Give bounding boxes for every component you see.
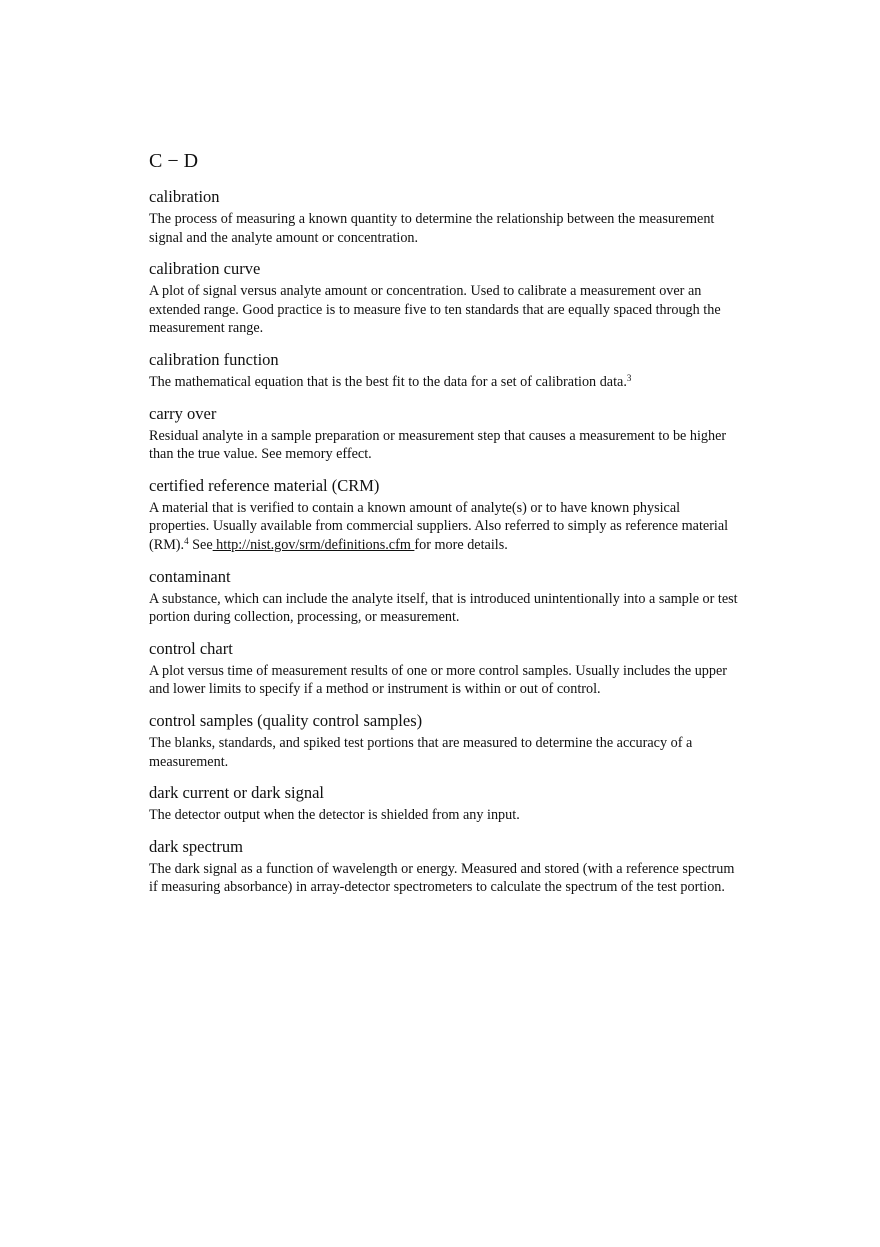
definition-text: The process of measuring a known quantity to determine the relationship between the measurement signal and the analyte amount or concentration. — [149, 211, 715, 246]
glossary-entry-dark-current — [149, 782, 739, 825]
footnote-ref: 3 — [626, 372, 632, 383]
definition-text: The dark signal as a function of wavelength or energy. Measured and stored (with a reference spectrum if measuring absorbance) in array-detector spectrometers to calculate the spectrum of the test portion. — [149, 860, 735, 896]
glossary-page — [149, 148, 739, 908]
term: certified reference material (CRM) — [149, 475, 380, 495]
term: carry over — [149, 403, 217, 423]
definition — [149, 662, 739, 699]
glossary-entry-calibration — [149, 186, 739, 247]
glossary-entry-calibration-curve — [149, 258, 739, 338]
nist-srm-definitions-link[interactable]: http://nist.gov/srm/definitions.cfm — [212, 536, 415, 553]
term: calibration function — [149, 349, 279, 369]
footnote-ref: 4 — [184, 535, 189, 546]
definition — [149, 806, 739, 825]
definition — [149, 734, 739, 771]
definition — [149, 282, 739, 338]
definition — [149, 860, 739, 897]
glossary-entry-control-samples — [149, 710, 739, 771]
term: contaminant — [149, 566, 231, 586]
glossary-entry-crm — [149, 475, 739, 555]
definition-text: A material that is verified to contain a known amount of analyte(s) or to have known physical properties. Usually available from commercial suppliers. Also referred to simply as reference material (RM). — [149, 499, 729, 553]
term: dark spectrum — [149, 836, 243, 856]
term: control chart — [149, 638, 233, 658]
definition-text: The detector output when the detector is shielded from any input. — [149, 807, 520, 824]
definition-text-see: See — [188, 536, 213, 553]
definition-text: A plot versus time of measurement results of one or more control samples. Usually includes the upper and lower limits to specify if a method or instrument is within or out of control. — [149, 662, 728, 698]
glossary-entry-calibration-function — [149, 349, 739, 392]
glossary-entry-dark-spectrum — [149, 836, 739, 897]
definition-text: Residual analyte in a sample preparation or measurement step that causes a measurement to be higher than the true value. See memory effect. — [149, 427, 727, 463]
term: control samples (quality control samples) — [149, 710, 423, 730]
glossary-entry-contaminant — [149, 566, 739, 627]
definition-text: A plot of signal versus analyte amount or concentration. Used to calibrate a measurement over an extended range. Good practice is to measure five to ten standards that are equally spaced through the measurement range. — [149, 283, 721, 337]
definition — [149, 590, 739, 627]
term: calibration — [149, 187, 220, 206]
glossary-entry-control-chart — [149, 638, 739, 699]
definition-text: A substance, which can include the analyte itself, that is introduced unintentionally into a sample or test portion during collection, processing, or measurement. — [149, 590, 738, 626]
definition-text-tail: for more details. — [414, 536, 508, 553]
definition — [149, 427, 739, 464]
definition — [149, 499, 739, 555]
definition — [149, 373, 739, 392]
term: calibration curve — [149, 259, 261, 279]
term: dark current or dark signal — [149, 783, 325, 803]
definition-text: The blanks, standards, and spiked test portions that are measured to determine the accuracy of a measurement. — [149, 734, 693, 770]
definition-text: The mathematical equation that is the best fit to the data for a set of calibration data. — [149, 373, 627, 390]
glossary-entry-carry-over — [149, 403, 739, 464]
section-heading: C − D — [149, 150, 199, 172]
definition — [149, 210, 739, 247]
